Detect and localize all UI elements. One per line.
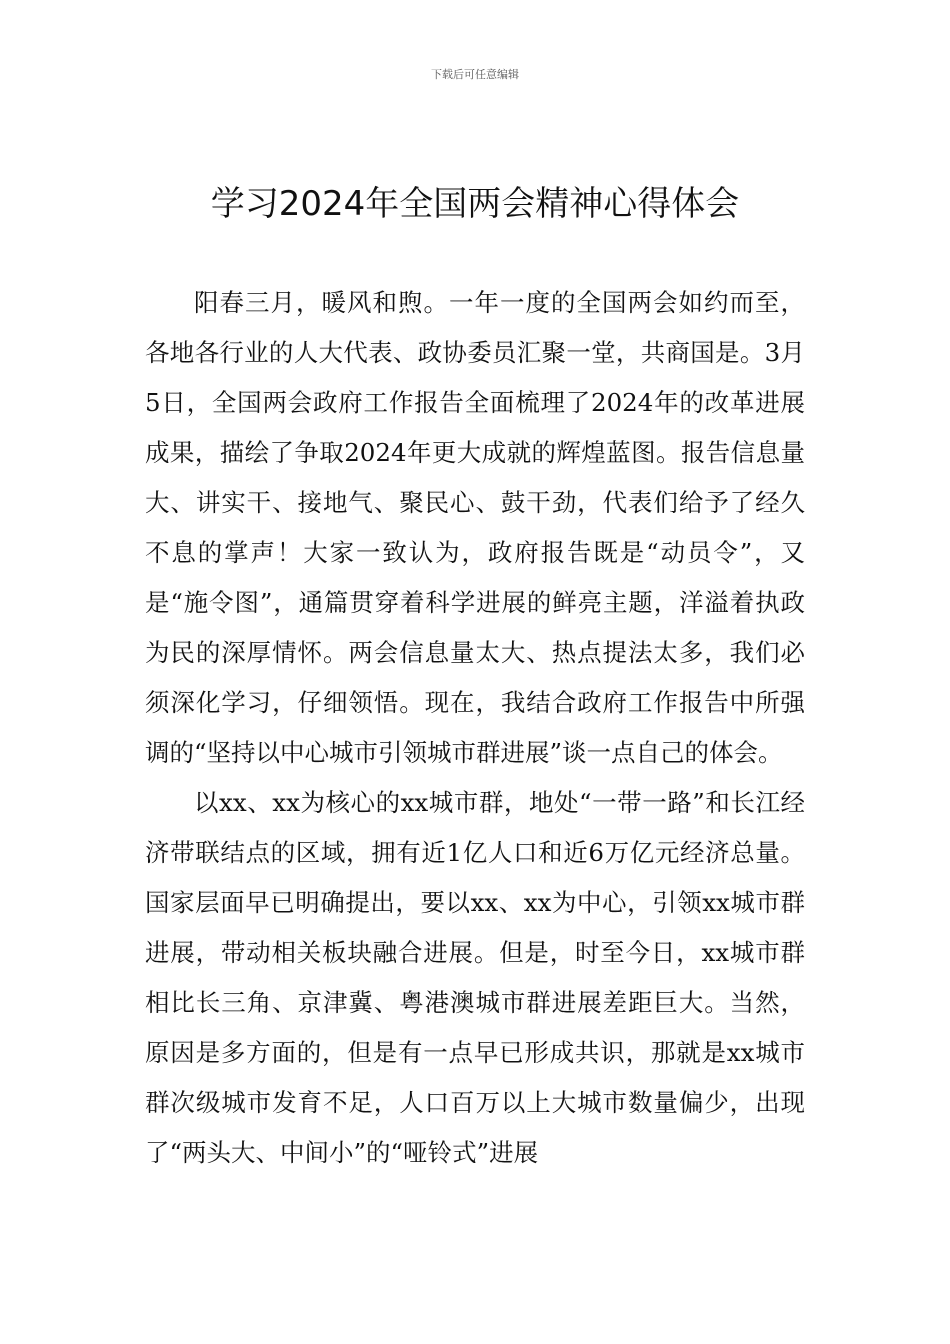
paragraph: 阳春三月，暖风和煦。一年一度的全国两会如约而至，各地各行业的人大代表、政协委员汇聚一堂，共商国是。3月5日，全国两会政府工作报告全面梳理了2024年的改革进展成果，描绘了争取2024年更大成就的辉煌蓝图。报告信息量大、讲实干、接地气、聚民心、鼓干劲，代表们给予了经久不息的掌声！大家一致认为，政府报告既是“动员令”，又是“施令图”，通篇贯穿着科学进展的鲜亮主题，洋溢着执政为民的深厚情怀。两会信息量太大、热点提法太多，我们必须深化学习，仔细领悟。现在，我结合政府工作报告中所强调的“坚持以中心城市引领城市群进展”谈一点自己的体会。 (145, 288, 805, 767)
document-title: 学习2024年全国两会精神心得体会 (210, 184, 740, 224)
paragraph: 以xx、xx为核心的xx城市群，地处“一带一路”和长江经济带联结点的区域，拥有近1亿人口和近6万亿元经济总量。国家层面早已明确提出，要以xx、xx为中心，引领xx城市群进展，带动相关板块融合进展。但是，时至今日，xx城市群相比长三角、京津冀、粤港澳城市群进展差距巨大。当然，原因是多方面的，但是有一点早已形成共识，那就是xx城市群次级城市发育不足，人口百万以上大城市数量偏少，出现了“两头大、中间小”的“哑铃式”进展 (145, 788, 805, 1167)
document-body (145, 278, 805, 1178)
header-note: 下载后可任意编辑 (431, 68, 519, 81)
